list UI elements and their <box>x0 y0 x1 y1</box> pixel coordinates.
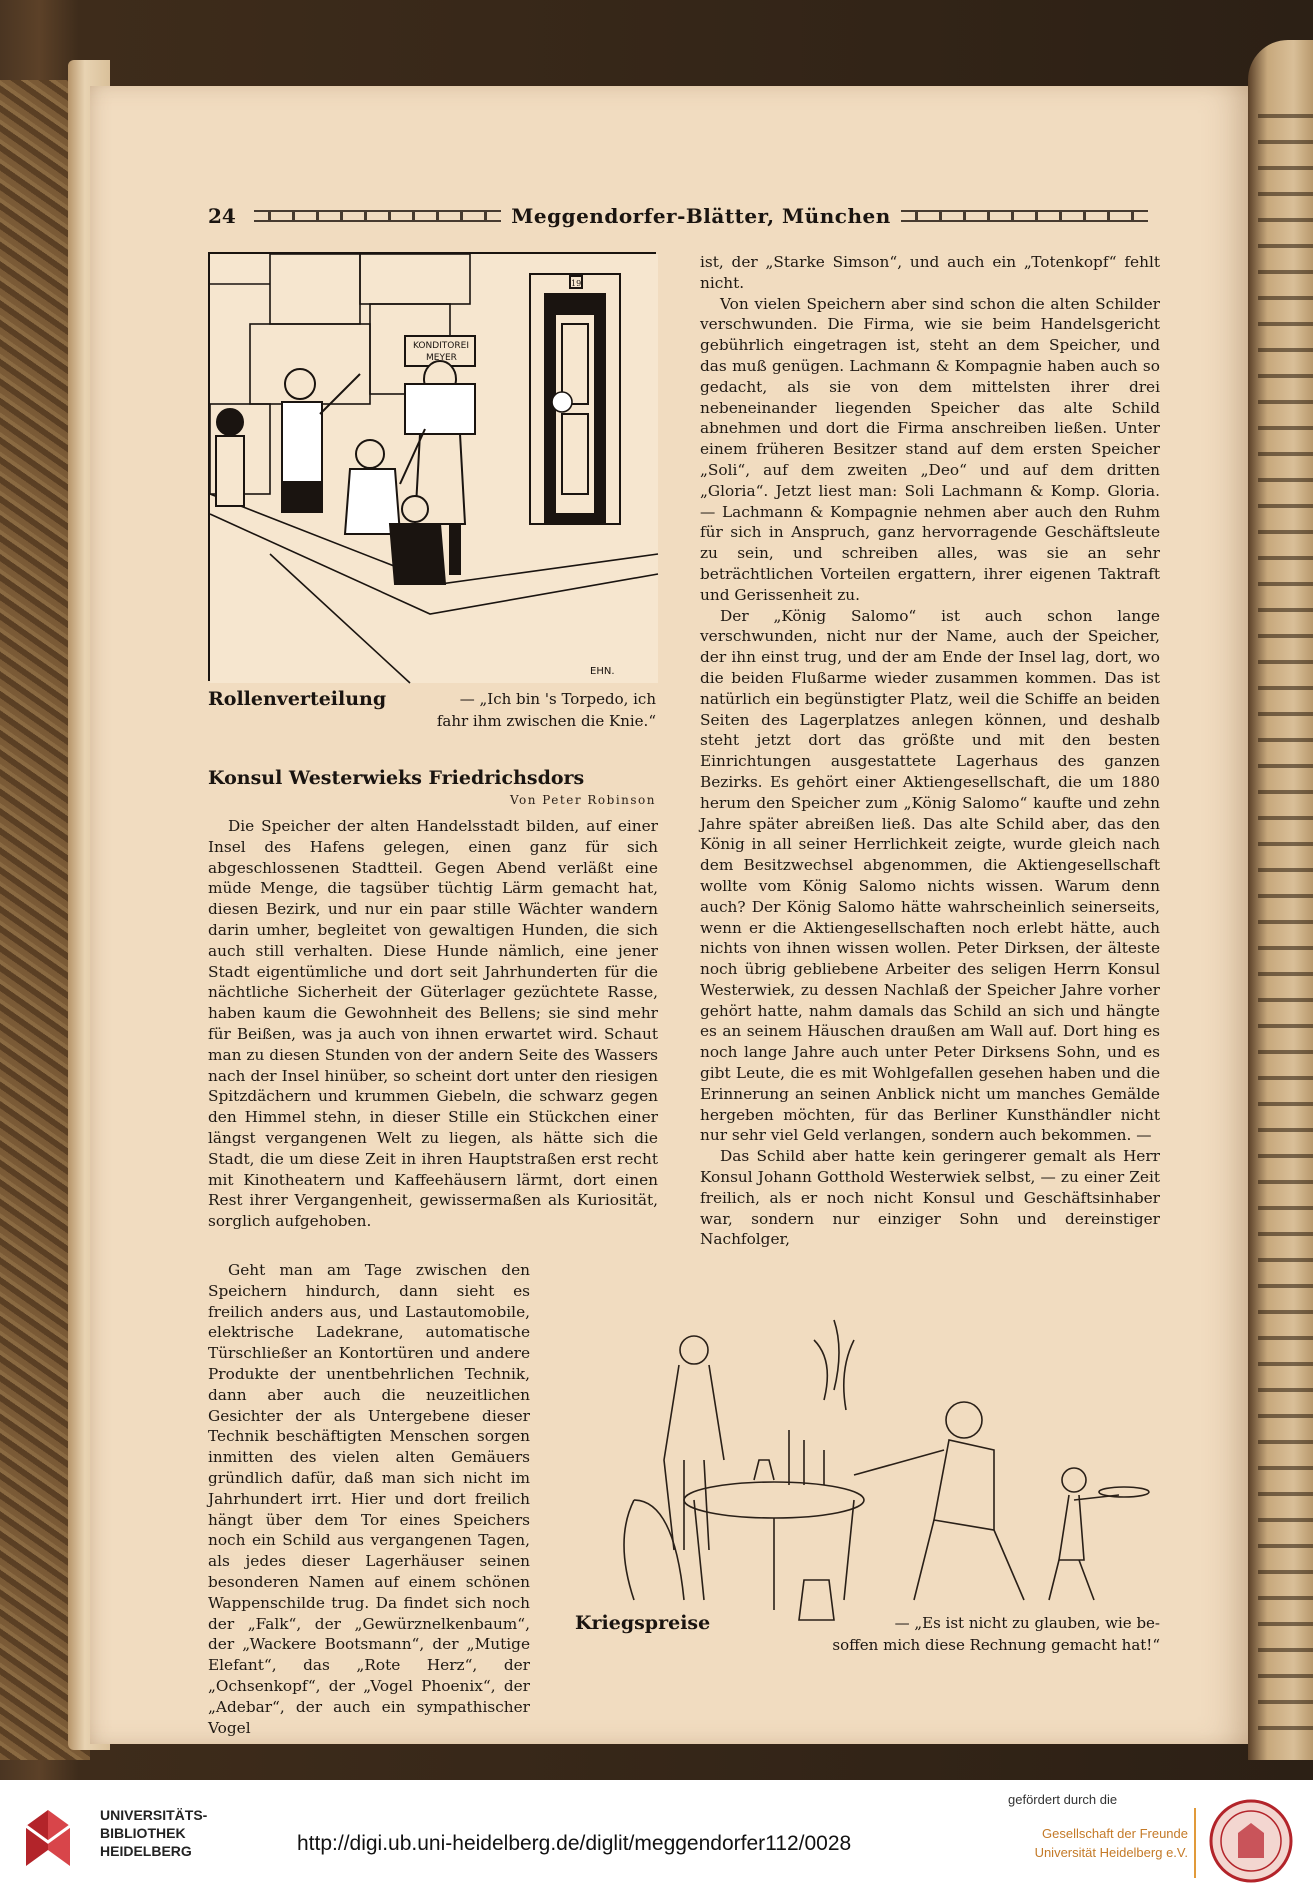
adjacent-page <box>1248 40 1313 1760</box>
caption-quote-line1: — „Ich bin 's Torpedo, ich <box>459 690 656 708</box>
article-byline: Von Peter Robinson <box>509 793 656 807</box>
article-title: Konsul Westerwieks Friedrichsdors <box>208 767 585 789</box>
caption-quote-rollenverteilung <box>410 688 656 732</box>
ornament-right <box>901 210 1148 222</box>
funded-by-label: gefördert durch die <box>1008 1792 1118 1807</box>
society-name[interactable]: Gesellschaft der Freunde Universität Heidelberg e.V. <box>1034 1826 1188 1860</box>
paragraph-right-1: ist, der „Starke Simson“, und auch ein „Totenkopf“ fehlt nicht. <box>700 253 1160 292</box>
caption-quote-kriegspreise <box>820 1612 1160 1656</box>
journal-title: Meggendorfer-Blätter, München <box>511 204 891 228</box>
page-number: 24 <box>208 204 236 228</box>
university-seal-icon <box>1208 1798 1294 1884</box>
footer-divider <box>1194 1808 1196 1878</box>
sign-line1: KONDITOREI <box>413 341 469 351</box>
caption-quote-line2: soffen mich diese Rechnung gemacht hat!“ <box>832 1636 1160 1654</box>
paragraph-right-4: Das Schild aber hatte kein geringerer gemalt als Herr Konsul Johann Gotthold Westerwiek selbst, — zu einer Zeit freilich, als er noch nicht Konsul und Geschäftsinhaber war, sondern nur einziger Sohn und dereinstiger Nachfolger, <box>700 1147 1160 1249</box>
paragraph-left-1: Die Speicher der alten Handelsstadt bilden, auf einer Insel des Hafens gelegen, einen ganz für sich abgeschlossenen Stadtteil. Gegen Abend verläßt eine müde Menge, die tagsüber tüchtig Lärm gemacht hat, diesen Bezirk, und nur ein paar stille Wächter wandern darin umher, begleitet von gewaltigen Hunden, die sich auch still verhalten. Diese Hunde nämlich, eine jener Stadt eigentümliche und dort seit Jahrhunderten für die nächtliche Sicherheit der Güterlager gezüchtete Rasse, haben kaum die Gewohnheit des Bellens; sie sind mehr für Beißen, was ja auch von ihnen erwartet wird. Schaut man zu diesen Stunden von der andern Seite des Wassers nach der Insel hinüber, so scheint dort unter den riesigen Spitzdächern und krummen Giebeln, die schwarz gegen den Himmel stehn, in dieser Stille ein Stückchen einer längst vergangenen Welt zu liegen, als hätte sich die Stadt, die um diese Zeit in ihren Hauptstraßen erst recht mit Kinotheatern und Kaffeehäusern lärmt, dort einen Rest ihrer Vergangenheit, gewissermaßen als Kuriosität, sorglich aufgehoben. <box>208 817 658 1231</box>
ub-heidelberg-logo-icon <box>18 1802 90 1874</box>
caption-quote-line2: fahr ihm zwischen die Knie.“ <box>436 712 656 730</box>
ornament-left <box>254 210 501 222</box>
paragraph-right-2: Von vielen Speichern aber sind schon die alten Schilder verschwunden. Die Firma, wie sie beim Handelsgericht gebührlich eingetragen ist, steht an dem Speicher, und das muß genügen. Lachmann & Kompagnie haben auch so gedacht, als sie von dem mittelsten ihrer drei nebeneinander liegenden Speicher das alte Schild abnehmen und dort die Firma anschreiben ließen. Unter einem früheren Besitzer stand auf dem ersten Speicher „Soli“, auf dem zweiten „Deo“ und auf dem dritten „Gloria“. Jetzt liest man: Soli Lachmann & Komp. Gloria. — Lachmann & Kompagnie nehmen aber auch den Ruhm für sich in Anspruch, ganz hervorragende Geschäftsleute zu sein, und schreiben alles, was sie an sehr beträchtlichen Vorteilen ergattern, ihrer eigenen Taktraft und Gerissenheit zu. <box>700 294 1160 604</box>
right-column <box>700 252 1160 1250</box>
permalink-url[interactable]: http://digi.ub.uni-heidelberg.de/diglit/meggendorfer112/0028 <box>297 1832 852 1855</box>
library-name: UNIVERSITÄTS- BIBLIOTHEK HEIDELBERG <box>100 1807 208 1859</box>
restaurant-scene-drawing <box>574 1300 1164 1630</box>
house-number: 19 <box>571 279 582 288</box>
running-header <box>208 200 1158 232</box>
street-scene-drawing <box>210 254 658 683</box>
caption-title-kriegspreise: Kriegspreise <box>575 1612 711 1634</box>
left-column-bottom <box>208 1260 530 1737</box>
illustration-rollenverteilung <box>208 252 656 681</box>
paragraph-right-3: Der „König Salomo“ ist auch schon lange verschwunden, nicht nur der Name, auch der Speicher, der ihn einst trug, und der am Ende der Insel lag, dort, wo die beiden Flußarme wieder zusammen kommen. Das ist natürlich ein begünstigter Platz, weil die Schiffe an beiden Seiten des Lagerplatzes anlegen können, und deshalb steht jetzt dort das größte und mit den besten Einrichtungen ausgestattete Lagerhaus des ganzen Bezirks. Es gehört einer Aktiengesellschaft, die um 1880 herum den Speicher zum „König Salomo“ kaufte und zehn Jahre später abreißen ließ. Das alte Schild aber, das den König in all seiner Herrlichkeit zeigte, wurde gleich nach dem Besitzwechsel abgenommen, die Aktiengesellschaft wollte vom König Salomo nichts wissen. Warum denn auch? Der König Salomo hätte wahrscheinlich seinerseits, wenn er die Aktiengesellschaften noch erlebt hätte, auch nichts von ihnen wissen wollen. Peter Dirksen, der älteste noch übrig gebliebene Arbeiter des seligen Herrn Konsul Westerwiek, zu dessen Nachlaß der Speicher Jahre vorher gehört hatte, nahm damals das Schild an sich und hängte es an seinem Häuschen draußen am Wall auf. Dort hing es noch lange Jahre auch unter Peter Dirksens Sohn, und es gibt Leute, die es mit Wohlgefallen gesehen haben und die Erinnerung an seinen Anblick nicht um manches Gemälde hergeben möchten, für das Berliner Kunsthändler nicht nur sehr viel Geld verlangen, sondern auch bekommen. — <box>700 606 1160 1145</box>
viewer-footer <box>0 1780 1313 1891</box>
sign-line2: MEYER <box>426 353 457 363</box>
artist-signature: EHN. <box>590 666 615 677</box>
caption-title-rollenverteilung: Rollenverteilung <box>208 688 387 710</box>
illustration-kriegspreise <box>574 1300 1164 1630</box>
left-column-top <box>208 816 658 1232</box>
caption-quote-line1: — „Es ist nicht zu glauben, wie be- <box>894 1614 1160 1632</box>
paragraph-left-2: Geht man am Tage zwischen den Speichern hindurch, dann sieht es freilich anders aus, und Lastautomobile, elektrische Ladekrane, automatische Türschließer an Kontortüren und andere Produkte der unentbehrlichen Technik, dann aber auch die neuzeitlichen Gesichter der als Untergebene dieser Technik beschäftigten Menschen sorgen inmitten des vielen alten Gemäuers gründlich dafür, daß man sich nicht im Jahrhundert irrt. Hier und dort freilich hängt über dem Tor eines Speichers noch ein Schild aus vergangenen Tagen, als jedes dieser Lagerhäuser seinen besonderen Namen auf einem schönen Wappenschilde trug. Da findet sich noch der „Falk“, der „Gewürznelkenbaum“, der „Wackere Bootsmann“, der „Mutige Elefant“, das „Rote Herz“, der „Ochsenkopf“, der „Vogel Phoenix“, der „Adebar“, der auch ein sympathischer Vogel <box>208 1261 530 1737</box>
